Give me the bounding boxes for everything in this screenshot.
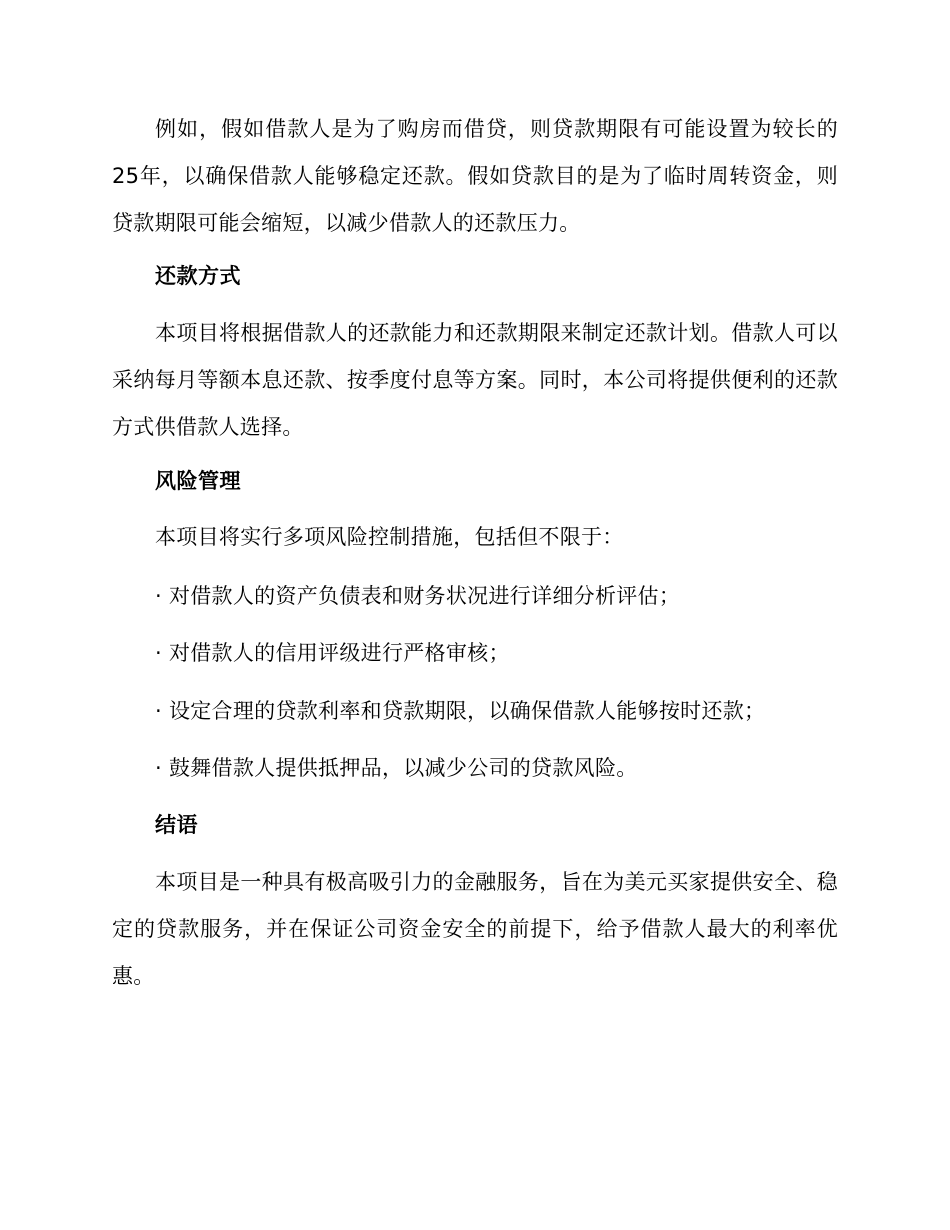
list-item: · 设定合理的贷款利率和贷款期限，以确保借款人能够按时还款； [155,699,766,723]
paragraph-risk-intro: 本项目将实行多项风险控制措施，包括但不限于： [155,525,624,549]
list-item: · 对借款人的资产负债表和财务状况进行详细分析评估； [155,584,681,608]
paragraph-conclusion: 本项目是一种具有极高吸引力的金融服务，旨在为美元买家提供安全、稳定的贷款服务，并在保证公司资金安全的前提下，给予借款人最大的利率优惠。 [112,870,838,988]
list-item: · 对借款人的信用评级进行严格审核； [155,641,510,665]
section-heading-repayment: 还款方式 [155,264,241,288]
section-heading-conclusion: 结语 [155,813,198,837]
section-heading-risk: 风险管理 [155,469,241,493]
paragraph-loan-term-example: 例如，假如借款人是为了购房而借贷，则贷款期限有可能设置为较长的25年，以确保借款人能够稳定还款。假如贷款目的是为了临时周转资金，则贷款期限可能会缩短，以减少借款人的还款压力。 [112,117,838,235]
paragraph-repayment: 本项目将根据借款人的还款能力和还款期限来制定还款计划。借款人可以采纳每月等额本息还款、按季度付息等方案。同时，本公司将提供便利的还款方式供借款人选择。 [112,321,838,439]
list-item: · 鼓舞借款人提供抵押品，以减少公司的贷款风险。 [155,756,638,780]
